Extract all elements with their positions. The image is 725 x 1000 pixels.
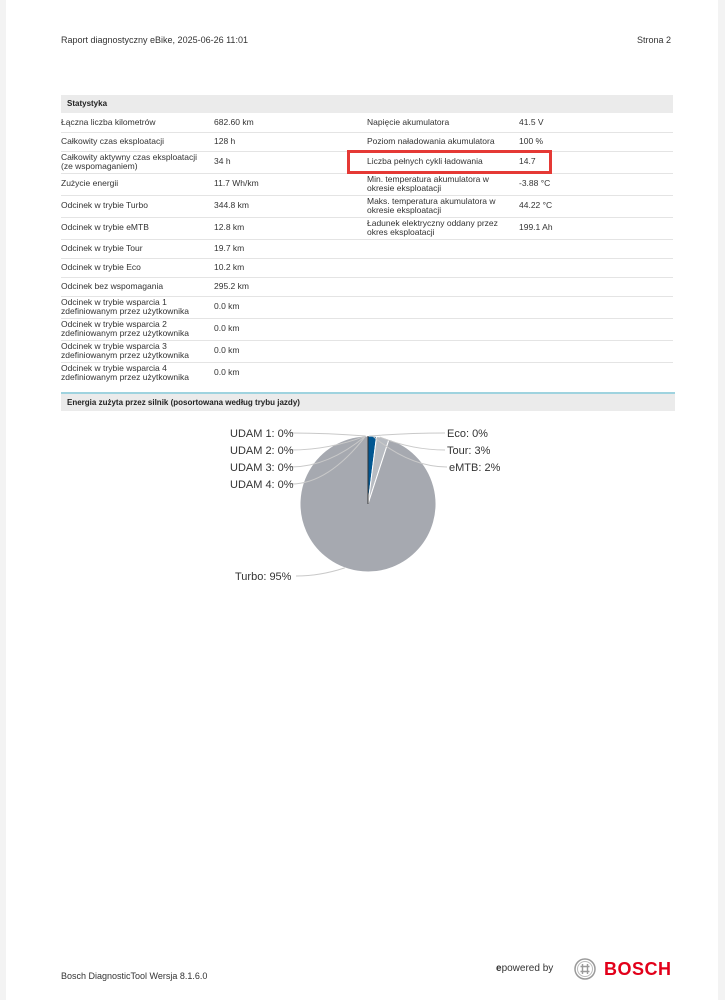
powered-by [496, 963, 553, 974]
stat-label: Odcinek w trybie Eco [61, 262, 141, 272]
table-row [61, 217, 673, 240]
stat-label: Odcinek w trybie Tour [61, 243, 143, 253]
table-row [61, 132, 673, 152]
bosch-brand: BOSCH [604, 959, 672, 979]
stat-value: 128 h [214, 136, 236, 146]
stat-value: 0.0 km [214, 323, 240, 333]
report-page [6, 0, 718, 1000]
stat-label: Odcinek w trybie Turbo [61, 200, 148, 210]
stat-value: 0.0 km [214, 301, 240, 311]
battery-value: 44.22 °C [519, 200, 553, 210]
powered-text: powered by [501, 963, 554, 974]
stat-label: Całkowity czas eksploatacji [61, 136, 164, 146]
pie-connector-eco [369, 433, 445, 436]
table-row [61, 113, 673, 133]
pie-label-udam-1: UDAM 1: 0% [230, 428, 294, 440]
table-row [61, 318, 673, 341]
battery-value: 100 % [519, 136, 544, 146]
stat-value: 10.2 km [214, 262, 245, 272]
energy-pie-chart [6, 415, 718, 595]
tool-version: Bosch DiagnosticTool Wersja 8.1.6.0 [61, 971, 208, 981]
table-row [61, 296, 673, 319]
stat-value: 344.8 km [214, 200, 249, 210]
stat-label: Odcinek w trybie wsparcia 1 zdefiniowanym przez użytkownika [61, 297, 190, 316]
battery-label: Napięcie akumulatora [367, 117, 450, 127]
bosch-logo-icon [574, 958, 596, 980]
stat-label: Odcinek w trybie wsparcia 4 zdefiniowanym przez użytkownika [61, 363, 190, 382]
stat-label: Odcinek bez wspomagania [61, 281, 164, 291]
pie-connector-udam-1 [291, 433, 366, 436]
page-number: Strona 2 [637, 35, 672, 45]
battery-label: Maks. temperatura akumulatora w okresie eksploatacji [367, 196, 496, 215]
pie-label-tour: Tour: 3% [447, 445, 491, 457]
pie-connector-turbo [296, 568, 345, 576]
stat-label: Odcinek w trybie eMTB [61, 222, 149, 232]
stat-value: 0.0 km [214, 345, 240, 355]
pie-label-udam-3: UDAM 3: 0% [230, 462, 294, 474]
table-row [61, 258, 673, 278]
energy-heading: Energia zużyta przez silnik (posortowana według trybu jazdy) [61, 394, 675, 411]
pie-label-udam-2: UDAM 2: 0% [230, 445, 294, 457]
table-row [61, 173, 673, 196]
battery-label: Min. temperatura akumulatora w okresie eksploatacji [367, 174, 489, 193]
stat-label: Zużycie energii [61, 178, 119, 188]
stat-value: 34 h [214, 156, 231, 166]
report-title: Raport diagnostyczny eBike, 2025-06-26 11:01 [61, 35, 248, 45]
highlight-box [347, 150, 552, 174]
stat-value: 682.60 km [214, 117, 254, 127]
pie-label-eco: Eco: 0% [447, 428, 488, 440]
table-row [61, 195, 673, 218]
powered-prefix: e [496, 963, 502, 974]
table-row [61, 277, 673, 297]
stats-heading: Statystyka [61, 95, 673, 113]
table-row [61, 340, 673, 363]
stat-label: Odcinek w trybie wsparcia 2 zdefiniowanym przez użytkownika [61, 319, 190, 338]
stat-value: 295.2 km [214, 281, 249, 291]
battery-value: 41.5 V [519, 117, 544, 127]
stat-value: 0.0 km [214, 367, 240, 377]
stat-value: 11.7 Wh/km [214, 178, 259, 188]
battery-label: Ładunek elektryczny oddany przez okres eksploatacji [367, 218, 498, 237]
pie-label-turbo: Turbo: 95% [235, 571, 292, 583]
battery-value: -3.88 °C [519, 178, 551, 188]
table-row [61, 239, 673, 259]
battery-value: 14.7 [519, 156, 536, 166]
stat-label: Łączna liczba kilometrów [61, 117, 156, 127]
table-row [61, 362, 673, 384]
pie-label-udam-4: UDAM 4: 0% [230, 479, 294, 491]
stat-value: 12.8 km [214, 222, 245, 232]
battery-label: Liczba pełnych cykli ładowania [367, 156, 483, 166]
battery-value: 199.1 Ah [519, 222, 553, 232]
pie-label-emtb: eMTB: 2% [449, 462, 501, 474]
stat-label: Odcinek w trybie wsparcia 3 zdefiniowanym przez użytkownika [61, 341, 190, 360]
stat-value: 19.7 km [214, 243, 245, 253]
battery-label: Poziom naładowania akumulatora [367, 136, 495, 146]
stat-label: Całkowity aktywny czas eksploatacji (ze wspomaganiem) [61, 152, 198, 171]
